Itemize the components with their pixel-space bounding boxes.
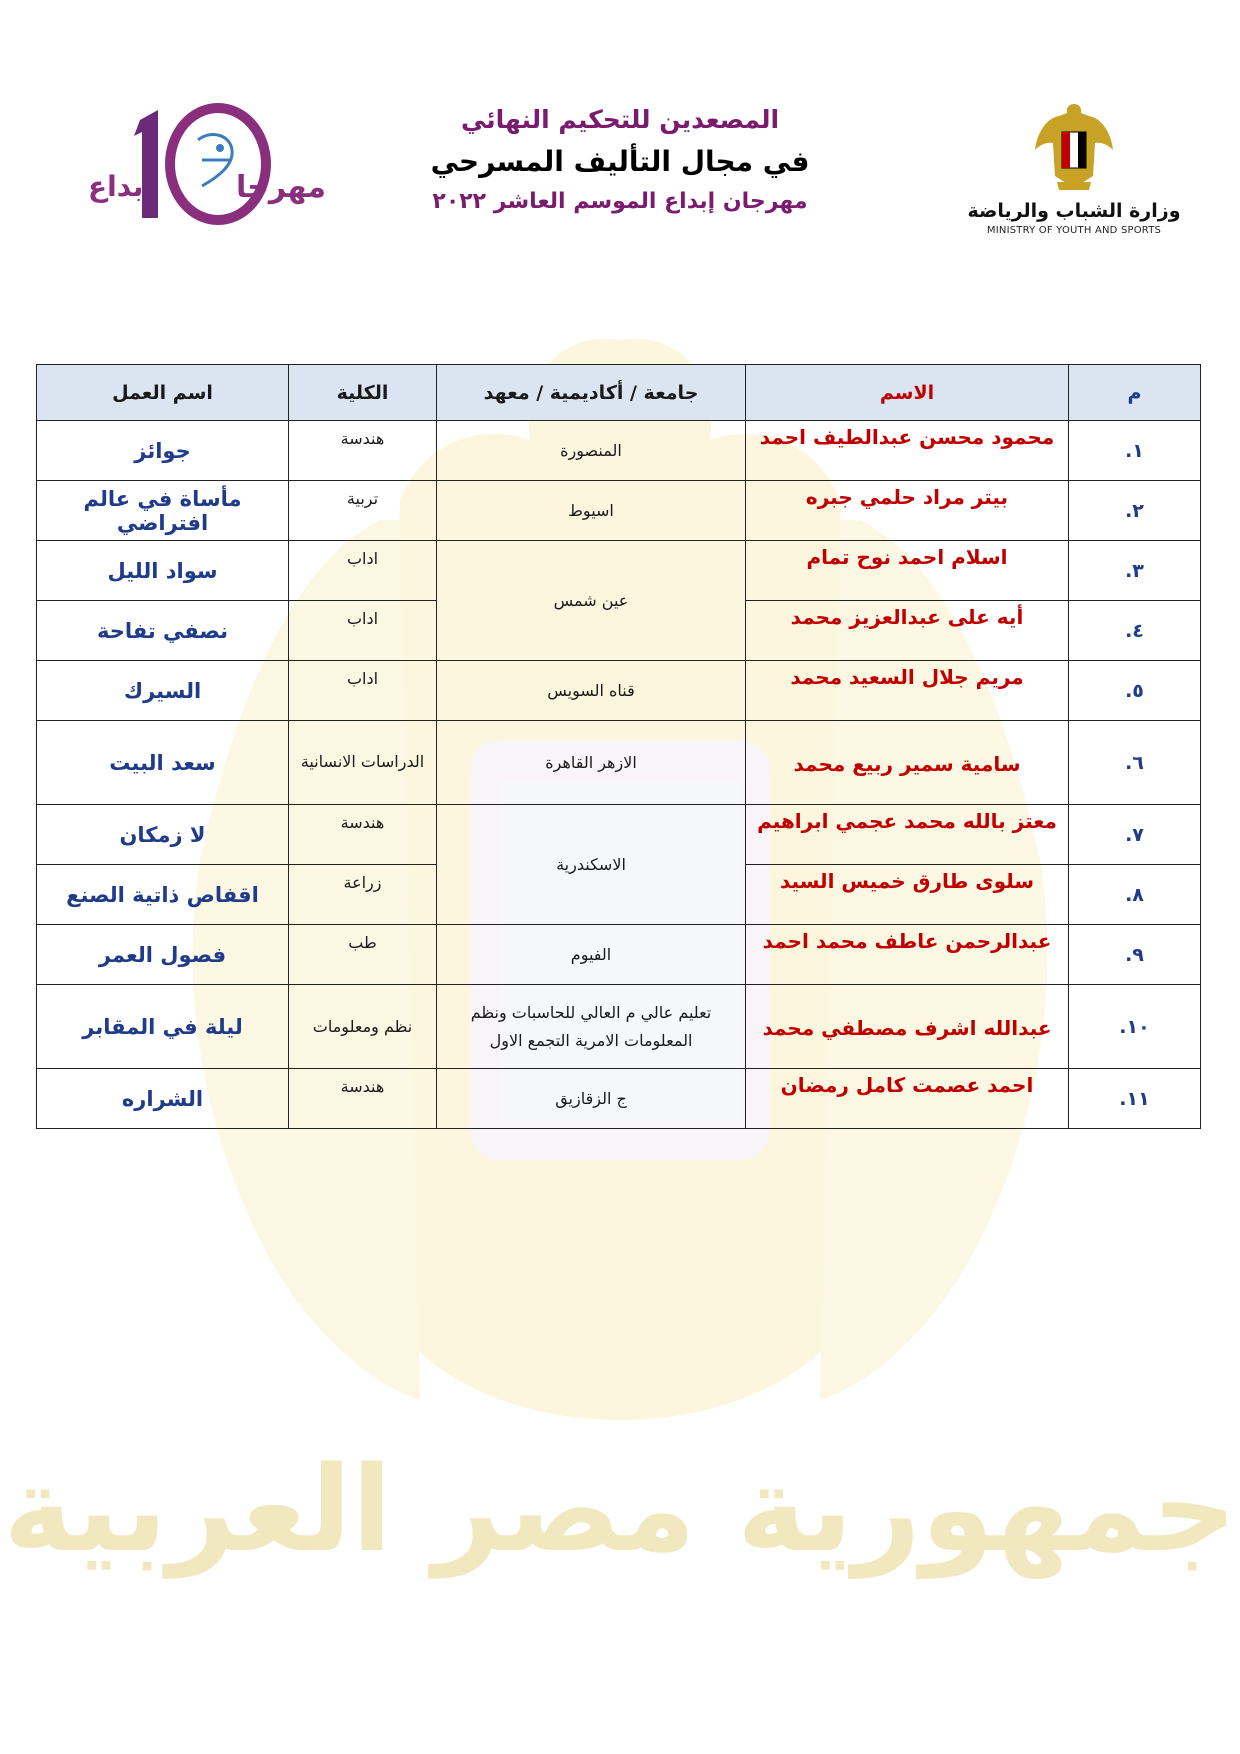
row-faculty: تربية — [289, 481, 437, 541]
row-faculty: هندسة — [289, 805, 437, 865]
table-row — [37, 721, 1201, 805]
table-row — [37, 1069, 1201, 1129]
row-faculty: اداب — [289, 661, 437, 721]
row-index: ٥. — [1069, 661, 1201, 721]
festival-word-left: بداع — [88, 170, 144, 203]
row-name: سامية سمير ربيع محمد — [746, 721, 1069, 805]
row-name: احمد عصمت كامل رمضان — [746, 1069, 1069, 1129]
row-university: ج الزقازيق — [437, 1069, 746, 1129]
row-index: ٣. — [1069, 541, 1201, 601]
row-faculty: اداب — [289, 541, 437, 601]
row-work: فصول العمر — [37, 925, 289, 985]
row-index: ١. — [1069, 421, 1201, 481]
eagle-emblem-icon — [1029, 98, 1119, 194]
ministry-name-ar: وزارة الشباب والرياضة — [967, 200, 1181, 222]
row-faculty: هندسة — [289, 421, 437, 481]
table-row — [37, 421, 1201, 481]
header-faculty: الكلية — [289, 365, 437, 421]
row-faculty: هندسة — [289, 1069, 437, 1129]
row-university: اسيوط — [437, 481, 746, 541]
finalists-table — [36, 364, 1200, 1129]
row-name: بيتر مراد حلمي جبره — [746, 481, 1069, 541]
table-row — [37, 541, 1201, 601]
row-faculty: الدراسات الانسانية — [289, 721, 437, 805]
row-index: ٢. — [1069, 481, 1201, 541]
table-row — [37, 925, 1201, 985]
row-index: ٨. — [1069, 865, 1201, 925]
row-work: جوائز — [37, 421, 289, 481]
title-block — [420, 100, 820, 220]
ministry-name-en: MINISTRY OF YOUTH AND SPORTS — [986, 225, 1162, 236]
row-university: الفيوم — [437, 925, 746, 985]
row-name: مريم جلال السعيد محمد — [746, 661, 1069, 721]
row-work: اقفاص ذاتية الصنع — [37, 865, 289, 925]
header-university: جامعة / أكاديمية / معهد — [437, 365, 746, 421]
header-index: م — [1069, 365, 1201, 421]
watermark-text: جمهورية مصر العربية — [3, 1440, 1237, 1578]
festival-10-icon — [80, 100, 330, 230]
row-index: ٧. — [1069, 805, 1201, 865]
festival-word-right: مهرجا — [236, 170, 326, 205]
row-work: سواد الليل — [37, 541, 289, 601]
row-university: تعليم عالي م العالي للحاسبات ونظم المعلومات الامرية التجمع الاول — [437, 985, 746, 1069]
table-row — [37, 805, 1201, 865]
row-name: أيه على عبدالعزيز محمد — [746, 601, 1069, 661]
row-faculty: نظم ومعلومات — [289, 985, 437, 1069]
row-university: الاسكندرية — [437, 805, 746, 925]
table-row — [37, 985, 1201, 1069]
row-work: ليلة في المقابر — [37, 985, 289, 1069]
header-name: الاسم — [746, 365, 1069, 421]
page-title: المصعدين للتحكيم النهائي — [460, 105, 780, 134]
row-faculty: زراعة — [289, 865, 437, 925]
row-work: السيرك — [37, 661, 289, 721]
row-work: سعد البيت — [37, 721, 289, 805]
ministry-logo — [966, 98, 1182, 236]
row-university: قناه السويس — [437, 661, 746, 721]
table-header-row — [37, 365, 1201, 421]
row-index: ١٠. — [1069, 985, 1201, 1069]
header-work: اسم العمل — [37, 365, 289, 421]
row-work: مأساة في عالم افتراضي — [37, 481, 289, 541]
row-work: الشراره — [37, 1069, 289, 1129]
row-name: محمود محسن عبدالطيف احمد — [746, 421, 1069, 481]
row-university: المنصورة — [437, 421, 746, 481]
table-row — [37, 661, 1201, 721]
table-row — [37, 481, 1201, 541]
row-work: لا زمكان — [37, 805, 289, 865]
row-name: عبدالرحمن عاطف محمد احمد — [746, 925, 1069, 985]
festival-season: مهرجان إبداع الموسم العاشر ٢٠٢٢ — [432, 189, 808, 214]
row-index: ٩. — [1069, 925, 1201, 985]
festival-logo — [80, 100, 330, 230]
row-university: عين شمس — [437, 541, 746, 661]
row-index: ٤. — [1069, 601, 1201, 661]
row-index: ٦. — [1069, 721, 1201, 805]
row-name: اسلام احمد نوح تمام — [746, 541, 1069, 601]
row-university: الازهر القاهرة — [437, 721, 746, 805]
row-index: ١١. — [1069, 1069, 1201, 1129]
row-name: سلوى طارق خميس السيد — [746, 865, 1069, 925]
row-name: معتز بالله محمد عجمي ابراهيم — [746, 805, 1069, 865]
row-name: عبدالله اشرف مصطفي محمد — [746, 985, 1069, 1069]
row-faculty: اداب — [289, 601, 437, 661]
row-work: نصفي تفاحة — [37, 601, 289, 661]
page-subtitle: في مجال التأليف المسرحي — [430, 145, 810, 178]
row-faculty: طب — [289, 925, 437, 985]
header — [0, 0, 1240, 300]
